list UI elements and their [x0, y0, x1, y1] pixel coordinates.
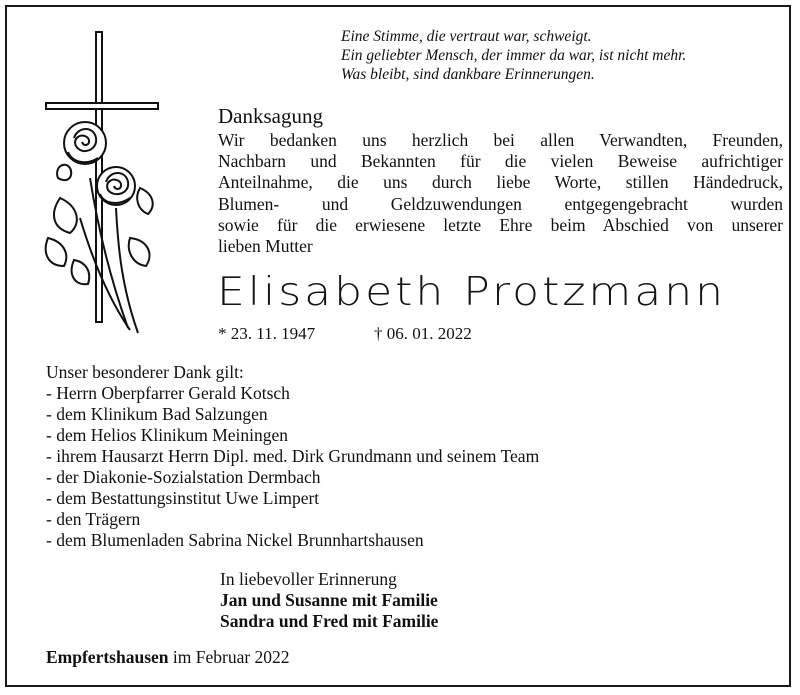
birth-date: * 23. 11. 1947 — [218, 324, 316, 343]
list-item: - den Trägern — [46, 509, 141, 529]
life-dates — [218, 324, 472, 344]
special-thanks-list — [46, 383, 539, 551]
list-item: - dem Helios Klinikum Meiningen — [46, 425, 289, 445]
paragraph-line: Anteilnahme, die uns durch liebe Worte, stillen Händedruck, — [218, 172, 783, 193]
list-item: - dem Blumenladen Sabrina Nickel Brunnhartshausen — [46, 530, 424, 550]
cross-with-roses-icon — [30, 28, 170, 348]
closing-phrase: In liebevoller Erinnerung — [220, 569, 397, 589]
closing-signature — [220, 569, 438, 632]
place-and-date — [46, 647, 290, 668]
family-name: Jan und Susanne mit Familie — [220, 590, 438, 610]
memorial-poem — [341, 27, 686, 84]
paragraph-line: Nachbarn und Bekannten für die vielen Beweise aufrichtiger — [218, 151, 783, 172]
family-name: Sandra und Fred mit Familie — [220, 611, 439, 631]
place-town: Empfertshausen — [46, 647, 169, 667]
paragraph-line: Wir bedanken uns herzlich bei allen Verwandten, Freunden, — [218, 130, 783, 150]
paragraph-line: lieben Mutter — [218, 236, 313, 257]
deceased-name: Elisabeth Protzmann — [217, 268, 727, 315]
heading-danksagung: Danksagung — [218, 104, 323, 128]
poem-line: Was bleibt, sind dankbare Erinnerungen. — [341, 66, 595, 83]
thanks-paragraph — [218, 130, 783, 257]
list-item: - der Diakonie-Sozialstation Dermbach — [46, 467, 321, 487]
paragraph-line: Blumen- und Geldzuwendungen entgegengebracht wurden — [218, 193, 783, 214]
special-thanks-intro: Unser besonderer Dank gilt: — [46, 362, 244, 382]
list-item: - Herrn Oberpfarrer Gerald Kotsch — [46, 383, 290, 403]
special-thanks — [46, 362, 539, 551]
list-item: - dem Klinikum Bad Salzungen — [46, 404, 268, 424]
poem-line: Eine Stimme, die vertraut war, schweigt. — [341, 28, 592, 45]
poem-line: Ein geliebter Mensch, der immer da war, ist nicht mehr. — [341, 47, 687, 64]
death-date: † 06. 01. 2022 — [374, 324, 472, 343]
list-item: - ihrem Hausarzt Herrn Dipl. med. Dirk Grundmann und seinem Team — [46, 446, 540, 466]
paragraph-line: sowie für die erwiesene letzte Ehre beim Abschied von unserer — [218, 214, 783, 235]
place-date: im Februar 2022 — [168, 647, 290, 667]
list-item: - dem Bestattungsinstitut Uwe Limpert — [46, 488, 320, 508]
